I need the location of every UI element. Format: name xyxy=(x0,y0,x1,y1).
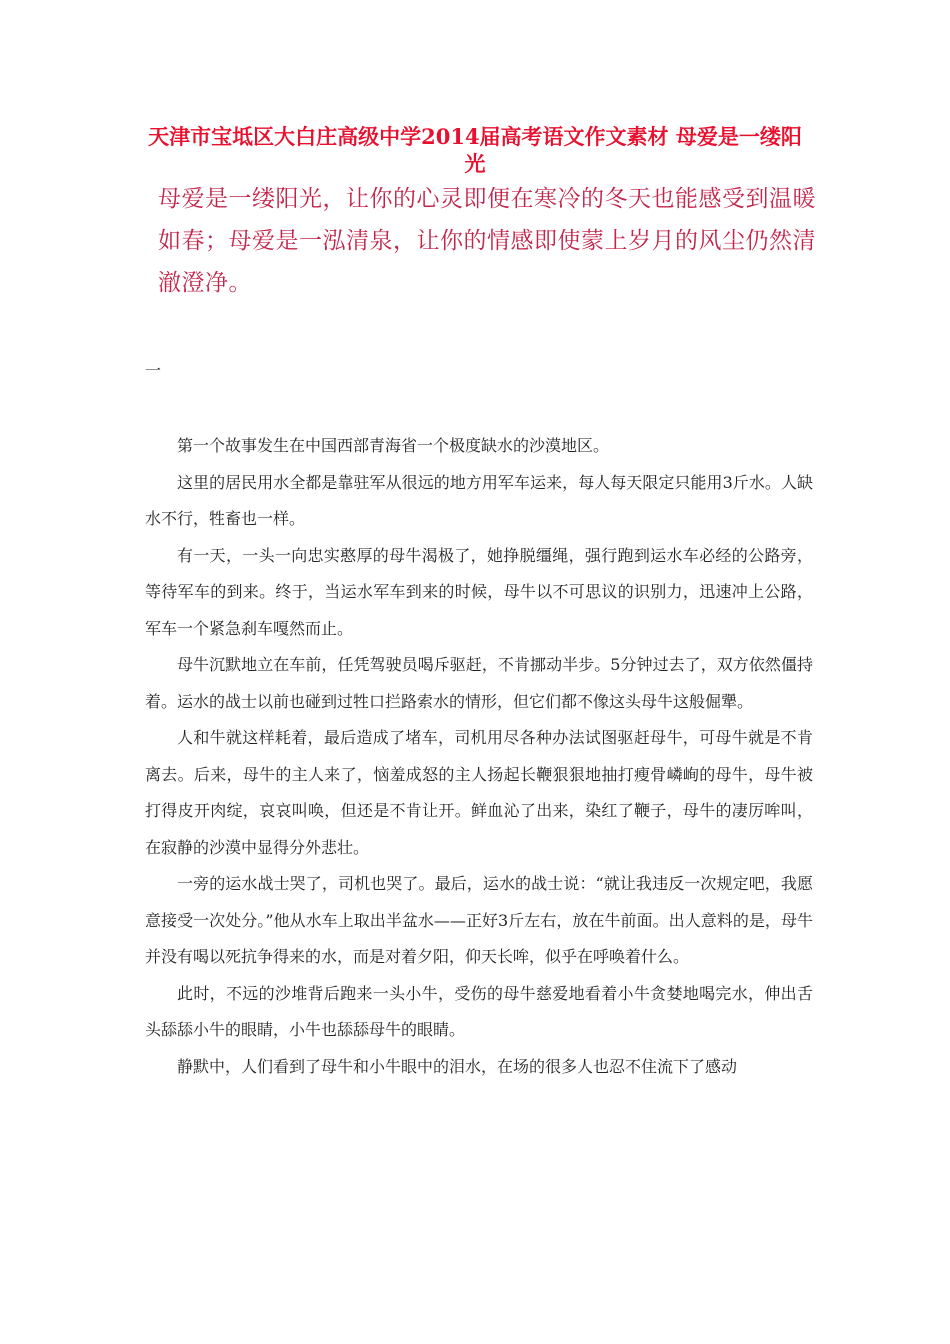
paragraph: 此时，不远的沙堆背后跑来一头小牛，受伤的母牛慈爱地看着小牛贪婪地喝完水，伸出舌头舔舔小牛的眼睛，小牛也舔舔母牛的眼睛。 xyxy=(145,983,813,1039)
paragraph: 这里的居民用水全都是靠驻军从很远的地方用军车运来，每人每天限定只能用3斤水。人缺水不行，牲畜也一样。 xyxy=(145,472,813,528)
paragraph: 静默中，人们看到了母牛和小牛眼中的泪水，在场的很多人也忍不住流下了感动 xyxy=(177,1056,738,1076)
intro-line: 如春；母爱是一泓清泉，让你的情感即使蒙上岁月的风尘仍然清 xyxy=(158,228,816,254)
document-title: 天津市宝坻区大白庄高级中学2014届高考语文作文素材 母爱是一缕阳光 xyxy=(148,124,802,176)
paragraph: 人和牛就这样耗着，最后造成了堵车，司机用尽各种办法试图驱赶母牛，可母牛就是不肯离去。后来，母牛的主人来了，恼羞成怒的主人扬起长鞭狠狠地抽打瘦骨嶙峋的母牛，母牛被打得皮开肉绽，哀哀叫唤，但还是不肯让开。鲜血沁了出来，染红了鞭子，母牛的凄厉哞叫，在寂静的沙漠中显得分外悲壮。 xyxy=(145,728,813,857)
intro-line: 澈澄净。 xyxy=(158,270,252,296)
paragraph: 一旁的运水战士哭了，司机也哭了。最后，运水的战士说：“就让我违反一次规定吧，我愿意接受一次处分。”他从水车上取出半盆水——正好3斤左右，放在牛前面。出人意料的是，母牛并没有喝以死抗争得来的水，而是对着夕阳，仰天长哞，似乎在呼唤着什么。 xyxy=(145,874,813,966)
story-body xyxy=(145,428,813,1085)
paragraph: 母牛沉默地立在车前，任凭驾驶员喝斥驱赶，不肯挪动半步。5分钟过去了，双方依然僵持着。运水的战士以前也碰到过牲口拦路索水的情形，但它们都不像这头母牛这般倔犟。 xyxy=(145,655,813,711)
intro-line: 母爱是一缕阳光，让你的心灵即便在寒冷的冬天也能感受到温暖 xyxy=(158,186,816,212)
section-number: 一 xyxy=(145,361,162,380)
paragraph: 有一天，一头一向忠实憨厚的母牛渴极了，她挣脱缰绳，强行跑到运水车必经的公路旁，等待军车的到来。终于，当运水军车到来的时候，母牛以不可思议的识别力，迅速冲上公路，军车一个紧急刹车嘎然而止。 xyxy=(145,545,813,638)
intro-calligraphy xyxy=(158,178,818,304)
paragraph: 第一个故事发生在中国西部青海省一个极度缺水的沙漠地区。 xyxy=(177,436,610,455)
